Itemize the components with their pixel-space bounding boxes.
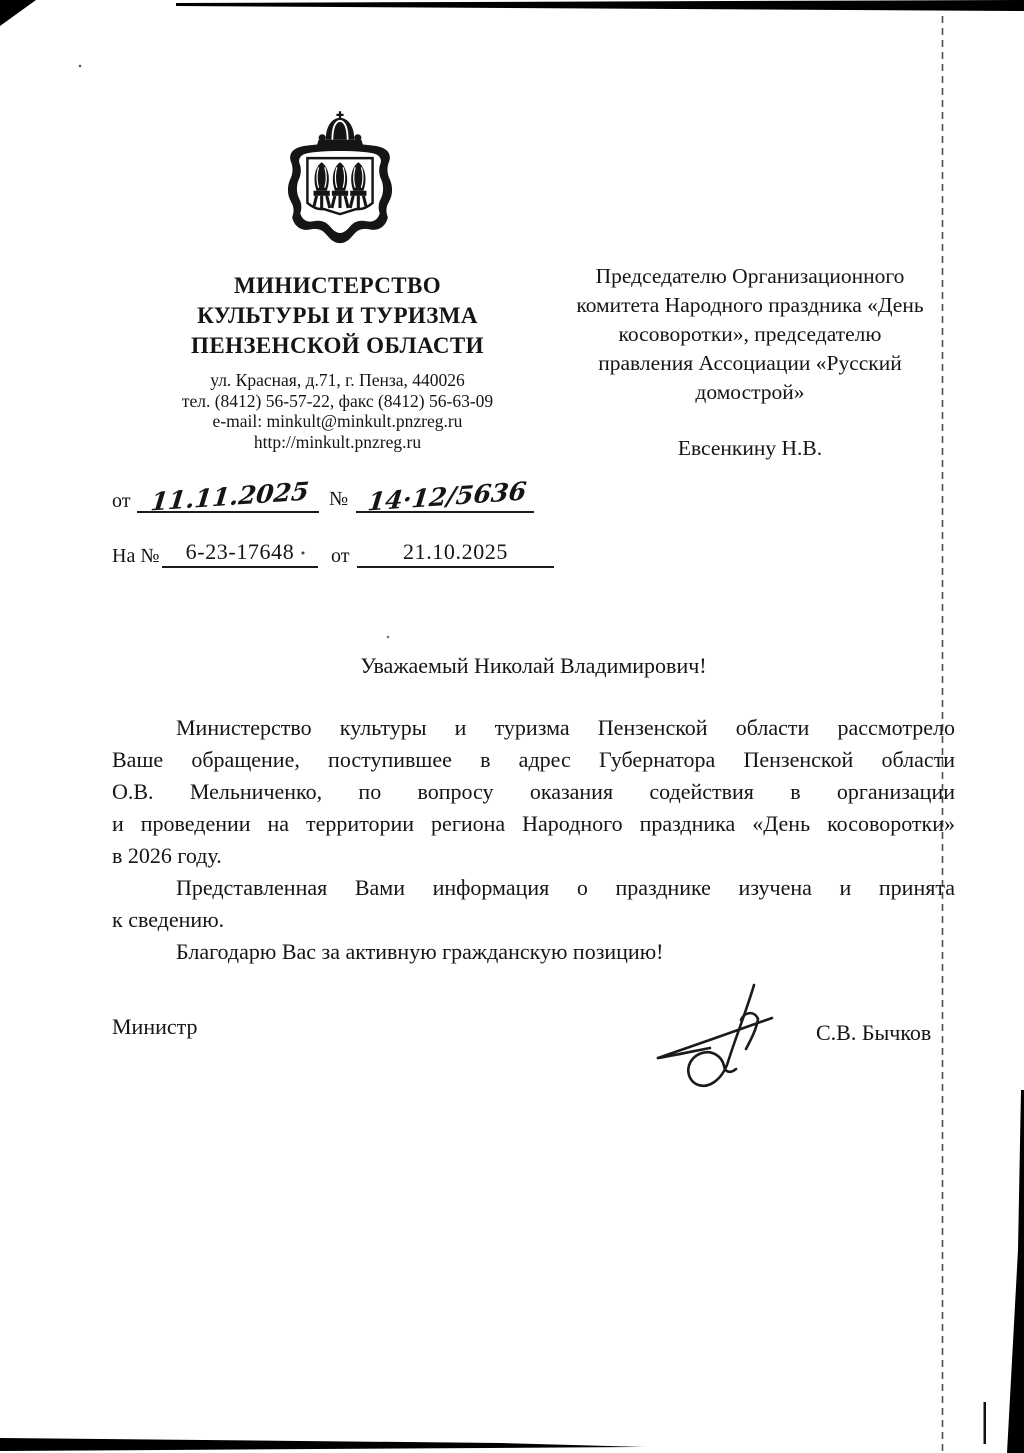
ministry-phone-fax: тел. (8412) 56-57-22, факс (8412) 56-63-09 [181,390,494,411]
addressee-line: косоворотки», председателю [618,322,882,346]
ministry-name-line: КУЛЬТУРЫ И ТУРИЗМА [197,303,478,328]
penza-region-coat-of-arms-icon [284,110,396,247]
scan-bottom-edge-mark [0,1438,645,1451]
ministry-contacts [115,370,560,452]
ministry-email: e-mail: minkult@minkult.pnzreg.ru [212,411,463,431]
body-line: и проведении на территории региона Народного праздника «День косоворотки» [112,811,955,836]
addressee-name: Евсенкину Н.В. [677,436,823,460]
body-line: Ваше обращение, поступившее в адрес Губернатора Пензенской области [112,747,955,772]
scan-corner-fold-mark [0,0,36,26]
outgoing-number-label: № [329,488,349,510]
addressee-line: домострой» [695,380,805,404]
body-line: Представленная Вами информация о празднике изучена и принята [176,875,955,900]
body-line: Благодарю Вас за активную гражданскую позицию! [176,939,664,964]
addressee-line: правления Ассоциации «Русский [598,351,902,375]
addressee-line: Председателю Организационного [595,264,905,288]
incoming-date-label: от [331,545,350,567]
ministry-postal-address: ул. Красная, д.71, г. Пенза, 440026 [210,370,465,390]
incoming-date-value: 21.10.2025 [403,539,508,564]
letter-body [112,712,955,968]
signer-name: С.В. Бычков [816,1020,932,1045]
outgoing-number-handwritten: 14·12/5636 [365,476,528,517]
body-line: Министерство культуры и туризма Пензенской области рассмотрело [176,715,955,740]
letterhead [115,271,560,452]
signer-position: Министр [112,1014,198,1039]
addressee-line: комитета Народного праздника «День [576,293,924,317]
ministry-name-line: ПЕНЗЕНСКОЙ ОБЛАСТИ [191,333,484,358]
incoming-date-line [357,536,554,568]
ministry-name-line: МИНИСТЕРСТВО [234,273,441,298]
outgoing-date-label: от [112,490,131,512]
scan-right-edge-mark [1007,1090,1024,1453]
scan-tick-mark [984,1402,987,1444]
scan-speck [387,636,390,639]
body-line: к сведению. [112,907,225,932]
incoming-number-line [162,536,318,568]
ministry-website: http://minkult.pnzreg.ru [253,431,422,452]
salutation: Уважаемый Николай Владимирович! [360,653,707,678]
scan-top-edge-mark [176,0,1024,11]
incoming-number-label: На № [112,545,160,567]
outgoing-date-line [137,476,319,517]
incoming-number-value: 6-23-17648 [185,539,295,564]
outgoing-number-line [356,476,534,517]
outgoing-date-handwritten: 11.11.2025 [148,476,311,517]
body-line: О.В. Мельниченко, по вопросу оказания содействия в организации [112,779,955,804]
scan-speck [79,65,82,68]
handwritten-signature-icon [648,978,800,1100]
body-line: в 2026 году. [112,843,222,868]
addressee-block [545,262,955,463]
